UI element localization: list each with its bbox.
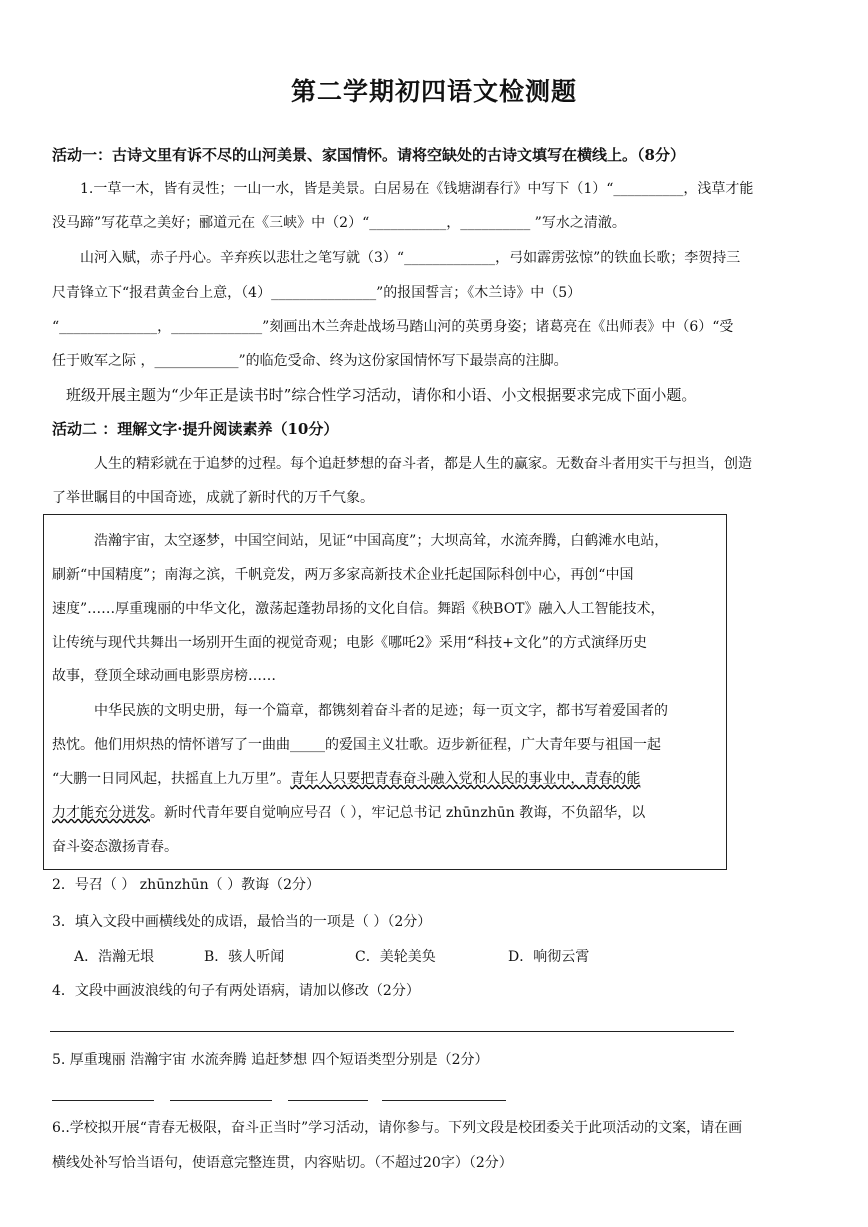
passage-text: 。新时代青年要自觉响应号召（ ），牢记总书记 zhūnzhūn 教诲，不负韶华，以 xyxy=(150,805,646,821)
wavy-underlined-sentence-end: 力才能充分迸发 xyxy=(52,805,150,821)
question-6-line2: 横线处补写恰当语句，使语意完整连贯，内容贴切。（不超过20字）（2分） xyxy=(52,1155,513,1171)
question-3: 3．填入文段中画横线处的成语，最恰当的一项是（ ）（2分） xyxy=(52,914,432,930)
passage-line: 浩瀚宇宙，太空逐梦，中国空间站，见证“中国高度”；大坝高耸，水流奔腾，白鹤滩水电站， xyxy=(94,533,669,549)
option-d: D．响彻云霄 xyxy=(508,949,590,965)
passage-line xyxy=(52,772,640,786)
passage-line: 奋斗姿态激扬青春。 xyxy=(52,839,178,855)
passage-line: 故事，登顶全球动画电影票房榜…… xyxy=(52,668,276,684)
activity1-line: 山河入赋，赤子丹心。辛弃疾以悲壮之笔写就（3）“_____________，弓如霹雳弦惊”的铁血长歌；李贺持三 xyxy=(80,250,741,266)
passage-line: 速度”……厚重瑰丽的中华文化，激荡起蓬勃昂扬的文化自信。舞蹈《秧BOT》融入人工智能技术， xyxy=(52,601,665,617)
activity1-line: 没马蹄”写花草之美好；郦道元在《三峡》中（2）“___________，__________ ”写水之清澈。 xyxy=(52,215,626,231)
answer-blank xyxy=(288,1100,368,1101)
answer-blank xyxy=(52,1100,154,1101)
activity1-line: “______________，_____________”刻画出木兰奔赴战场马踏山河的英勇身姿；诸葛亮在《出师表》中（6）“受 xyxy=(52,319,734,335)
answer-line xyxy=(50,1031,734,1032)
question-5: 5. 厚重瑰丽 浩瀚宇宙 水流奔腾 追赶梦想 四个短语类型分别是（2分） xyxy=(52,1052,489,1068)
activity2-paragraph: 了举世瞩目的中国奇迹，成就了新时代的万千气象。 xyxy=(52,490,374,506)
activity1-line: 任于败军之际 ，____________”的临危受命、终为这份家国情怀写下最崇高的注脚。 xyxy=(52,353,568,369)
activity1-line: 1.一草一木，皆有灵性；一山一水，皆是美景。白居易在《钱塘湖春行》中写下（1）“__________，浅草才能 xyxy=(80,181,754,197)
intro-text: 班级开展主题为“少年正是读书时”综合性学习活动，请你和小语、小文根据要求完成下面小题。 xyxy=(66,386,697,404)
answer-blank xyxy=(170,1100,272,1101)
option-b: B．骇人听闻 xyxy=(204,949,285,965)
passage-line: 中华民族的文明史册，每一个篇章，都镌刻着奋斗者的足迹；每一页文字，都书写着爱国者的 xyxy=(94,703,668,719)
question-2: 2．号召（ ） zhūnzhūn（ ）教诲（2分） xyxy=(52,877,321,893)
activity1-line: 尺青锋立下“报君黄金台上意，（4）_______________”的报国誓言；《木兰诗》中（5） xyxy=(52,285,582,301)
wavy-underlined-sentence: 青年人只要把青春奋斗融入党和人民的事业中，青春的能 xyxy=(290,771,641,787)
activity1-heading: 活动一：古诗文里有诉不尽的山河美景、家国情怀。请将空缺处的古诗文填写在横线上。（8分） xyxy=(52,146,685,164)
activity2-paragraph: 人生的精彩就在于追梦的过程。每个追赶梦想的奋斗者，都是人生的赢家。无数奋斗者用实干与担当，创造 xyxy=(94,456,752,472)
quote-text: “大鹏一日同风起，扶摇直上九万里”。 xyxy=(52,771,291,787)
answer-blank xyxy=(382,1100,506,1101)
option-c: C．美轮美奂 xyxy=(355,949,436,965)
passage-line: 刷新“中国精度”；南海之滨，千帆竞发，两万多家高新技术企业托起国际科创中心，再创“中国 xyxy=(52,567,634,583)
question-6: 6..学校拟开展“青春无极限，奋斗正当时”学习活动，请你参与。下列文段是校团委关于此项活动的文案，请在画 xyxy=(52,1120,743,1136)
option-a: A．浩瀚无垠 xyxy=(74,949,155,965)
passage-line xyxy=(52,806,645,820)
question-4: 4．文段中画波浪线的句子有两处语病，请加以修改（2分） xyxy=(52,983,420,999)
page-title: 第二学期初四语文检测题 xyxy=(290,77,577,106)
passage-line: 让传统与现代共舞出一场别开生面的视觉奇观；电影《哪吒2》采用“科技+文化”的方式演绎历史 xyxy=(52,635,647,651)
activity2-heading: 活动二 ：理解文字·提升阅读素养（10分） xyxy=(52,420,339,438)
passage-line: 热忱。他们用炽热的情怀谱写了一曲曲_____的爱国主义壮歌。迈步新征程，广大青年要与祖国一起 xyxy=(52,737,661,753)
